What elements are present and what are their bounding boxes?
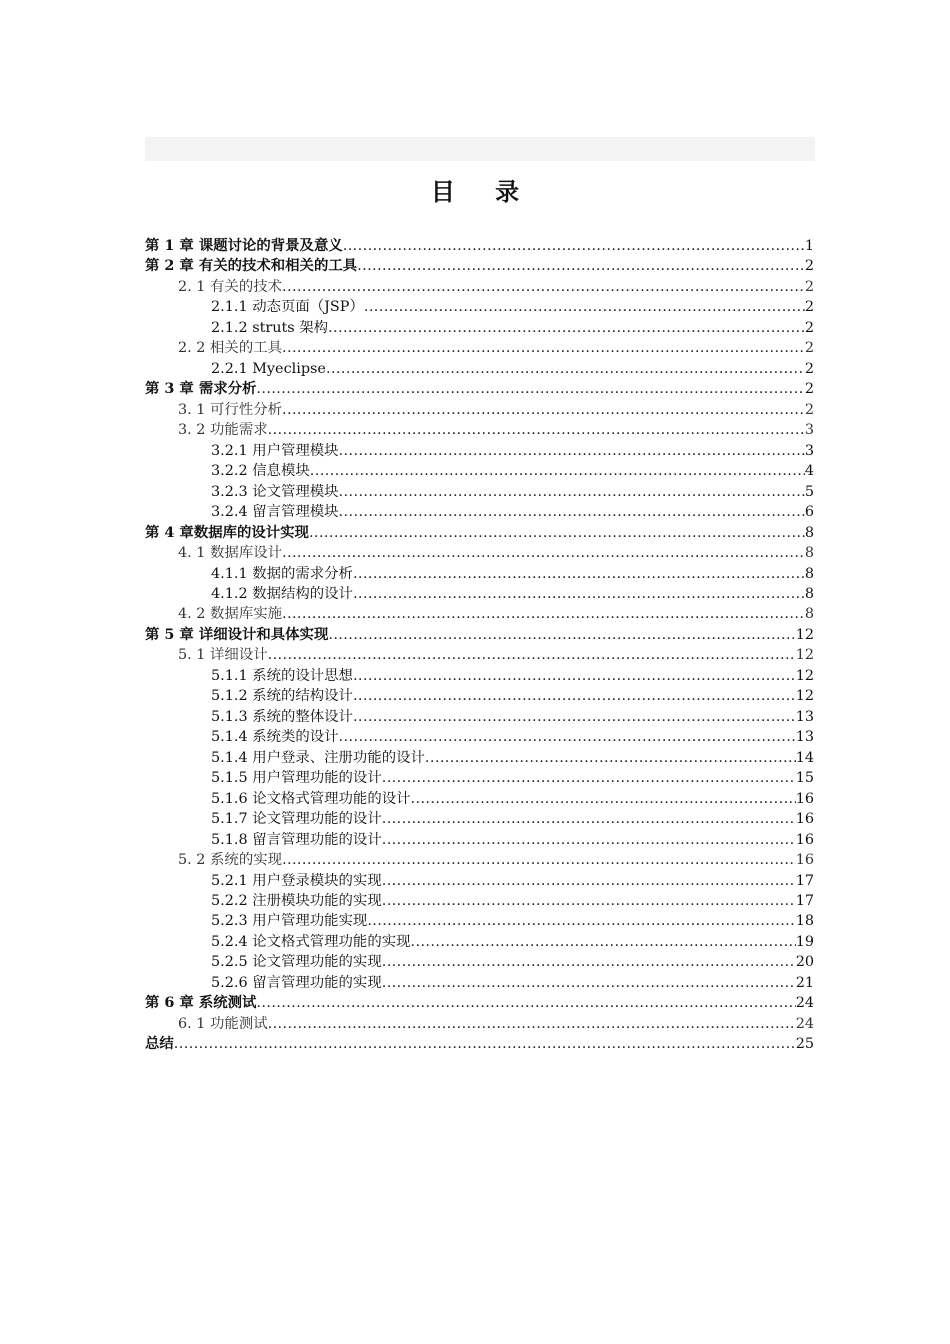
toc-dot-leader	[367, 911, 795, 931]
toc-entry[interactable]	[145, 952, 814, 972]
toc-dot-leader	[425, 748, 796, 768]
toc-entry[interactable]	[145, 625, 814, 645]
toc-entry-page: 16	[795, 811, 814, 828]
toc-entry-label: 5.1.6 论文格式管理功能的设计	[211, 790, 411, 807]
toc-entry-label: 第 6 章 系统测试	[145, 994, 257, 1012]
toc-entry[interactable]	[145, 604, 814, 624]
toc-entry[interactable]	[145, 297, 814, 317]
toc-entry[interactable]	[145, 645, 814, 665]
toc-dot-leader	[382, 768, 796, 788]
toc-entry[interactable]	[145, 379, 814, 399]
toc-entry-label: 第 1 章 课题讨论的背景及意义	[145, 237, 343, 254]
toc-dot-leader	[353, 564, 805, 584]
toc-entry-label: 4. 1 数据库设计	[178, 545, 282, 562]
toc-entry[interactable]	[145, 830, 814, 850]
toc-entry[interactable]	[145, 543, 814, 563]
toc-entry-page: 2	[804, 401, 814, 418]
toc-entry-label: 6. 1 功能测试	[178, 1015, 268, 1032]
toc-dot-leader	[328, 625, 795, 645]
toc-entry-label: 5.2.1 用户登录模块的实现	[211, 872, 382, 889]
toc-entry-label: 5.1.2 系统的结构设计	[211, 688, 353, 705]
toc-entry[interactable]	[145, 871, 814, 891]
toc-entry-label: 3.2.3 论文管理模块	[211, 483, 339, 500]
toc-entry-page: 12	[795, 688, 814, 705]
toc-entry[interactable]	[145, 891, 814, 911]
toc-dot-leader	[382, 952, 796, 972]
toc-entry-page: 4	[804, 463, 814, 480]
toc-entry[interactable]	[145, 1034, 814, 1054]
toc-dot-leader	[328, 318, 805, 338]
toc-entry-label: 2.2.1 Myeclipse	[211, 360, 326, 377]
toc-entry-label: 5.1.4 用户登录、注册功能的设计	[211, 749, 425, 766]
toc-entry[interactable]	[145, 686, 814, 706]
toc-entry-label: 5.1.3 系统的整体设计	[211, 708, 353, 725]
toc-entry-label: 3. 2 功能需求	[178, 422, 268, 439]
toc-entry[interactable]	[145, 318, 814, 338]
toc-entry[interactable]	[145, 502, 814, 522]
toc-entry-label: 3.2.4 留言管理模块	[211, 504, 339, 521]
toc-entry-label: 5.1.1 系统的设计思想	[211, 667, 353, 684]
toc-entry-page: 2	[804, 360, 814, 377]
toc-entry-label: 5.1.5 用户管理功能的设计	[211, 770, 382, 787]
toc-entry-page: 12	[795, 667, 814, 684]
toc-entry-page: 16	[795, 831, 814, 848]
toc-dot-leader	[353, 584, 805, 604]
toc-dot-leader	[353, 707, 796, 727]
toc-entry-label: 第 2 章 有关的技术和相关的工具	[145, 257, 358, 275]
toc-entry-page: 21	[795, 974, 814, 991]
toc-dot-leader	[343, 236, 805, 256]
toc-entry-page: 17	[795, 893, 814, 909]
toc-dot-leader	[174, 1034, 796, 1054]
toc-entry-page: 2	[804, 381, 814, 398]
toc-dot-leader	[282, 277, 805, 297]
toc-dot-leader	[282, 850, 796, 870]
toc-entry[interactable]	[145, 911, 814, 931]
toc-entry[interactable]	[145, 564, 814, 584]
toc-dot-leader	[282, 604, 805, 624]
toc-entry[interactable]	[145, 584, 814, 604]
toc-entry-page: 2	[804, 258, 814, 275]
toc-dot-leader	[268, 645, 796, 665]
toc-entry-page: 12	[795, 647, 814, 664]
toc-entry-label: 2. 2 相关的工具	[178, 340, 282, 357]
toc-entry-label: 5.1.4 系统类的设计	[211, 729, 339, 746]
toc-dot-leader	[382, 973, 796, 993]
toc-entry-label: 第 3 章 需求分析	[145, 380, 257, 398]
toc-entry-page: 8	[804, 524, 814, 541]
toc-entry-page: 3	[804, 422, 814, 439]
toc-entry[interactable]	[145, 748, 814, 768]
toc-dot-leader	[364, 297, 805, 317]
toc-entry[interactable]	[145, 523, 814, 543]
toc-entry-page: 13	[795, 729, 814, 746]
toc-entry-page: 8	[804, 545, 814, 562]
toc-entry-label: 4. 2 数据库实施	[178, 606, 282, 623]
toc-entry-label: 2.1.2 struts 架构	[211, 319, 329, 336]
toc-entry-page: 3	[804, 442, 814, 459]
toc-dot-leader	[411, 932, 796, 952]
toc-entry-label: 4.1.1 数据的需求分析	[211, 565, 353, 582]
table-of-contents	[145, 236, 814, 1055]
toc-dot-leader	[339, 441, 805, 461]
toc-dot-leader	[382, 830, 796, 850]
toc-entry[interactable]	[145, 338, 814, 358]
toc-entry[interactable]	[145, 277, 814, 297]
toc-dot-leader	[357, 256, 805, 276]
toc-entry-page: 8	[804, 565, 814, 582]
toc-dot-leader	[282, 543, 805, 563]
toc-entry[interactable]	[145, 666, 814, 686]
toc-entry-label: 5. 1 详细设计	[178, 647, 268, 664]
toc-entry-page: 1	[804, 238, 814, 254]
toc-entry-label: 4.1.2 数据结构的设计	[211, 585, 353, 602]
toc-entry-label: 5.2.4 论文格式管理功能的实现	[211, 933, 411, 950]
toc-entry[interactable]	[145, 973, 814, 993]
toc-entry-label: 5. 2 系统的实现	[178, 852, 282, 869]
toc-entry[interactable]	[145, 809, 814, 829]
toc-dot-leader	[268, 420, 805, 440]
toc-entry-page: 8	[804, 606, 814, 623]
toc-entry[interactable]	[145, 256, 814, 276]
toc-dot-leader	[326, 359, 805, 379]
toc-entry-label: 5.1.8 留言管理功能的设计	[211, 831, 382, 848]
toc-entry-page: 13	[795, 708, 814, 725]
toc-entry[interactable]	[145, 441, 814, 461]
toc-entry[interactable]	[145, 707, 814, 727]
toc-title: 目 录	[430, 178, 536, 206]
toc-entry-page: 20	[795, 954, 814, 971]
toc-entry[interactable]	[145, 461, 814, 481]
toc-entry-label: 5.1.7 论文管理功能的设计	[211, 811, 382, 828]
toc-entry-page: 5	[804, 483, 814, 500]
toc-dot-leader	[411, 789, 796, 809]
toc-entry[interactable]	[145, 789, 814, 809]
toc-dot-leader	[382, 891, 796, 911]
toc-dot-leader	[353, 686, 796, 706]
toc-entry-page: 6	[804, 504, 814, 521]
toc-entry-page: 2	[804, 319, 814, 336]
toc-dot-leader	[309, 523, 805, 543]
toc-entry-label: 2. 1 有关的技术	[178, 278, 282, 295]
toc-entry-label: 3. 1 可行性分析	[178, 401, 282, 418]
toc-entry[interactable]	[145, 850, 814, 870]
toc-entry-page: 16	[795, 790, 814, 807]
toc-entry[interactable]	[145, 993, 814, 1013]
toc-entry[interactable]	[145, 359, 814, 379]
toc-entry-page: 2	[804, 299, 814, 316]
toc-entry-label: 总结	[145, 1035, 174, 1053]
toc-entry-label: 第 5 章 详细设计和具体实现	[145, 625, 329, 643]
toc-entry-label: 3.2.1 用户管理模块	[211, 442, 339, 459]
toc-entry-page: 25	[795, 1036, 814, 1053]
toc-dot-leader	[339, 482, 805, 502]
toc-dot-leader	[353, 666, 796, 686]
toc-entry[interactable]	[145, 932, 814, 952]
toc-dot-leader	[339, 727, 796, 747]
toc-dot-leader	[310, 461, 805, 481]
toc-entry-page: 8	[804, 585, 814, 602]
toc-entry-page: 12	[795, 626, 814, 643]
toc-entry-page: 2	[804, 340, 814, 357]
toc-dot-leader	[339, 502, 805, 522]
toc-entry[interactable]	[145, 482, 814, 502]
toc-entry-page: 24	[795, 995, 814, 1012]
toc-dot-leader	[282, 338, 805, 358]
toc-entry[interactable]	[145, 1014, 814, 1034]
toc-entry-page: 24	[795, 1015, 814, 1032]
toc-entry[interactable]	[145, 727, 814, 747]
page-header-band	[145, 137, 815, 161]
toc-entry-label: 5.2.6 留言管理功能的实现	[211, 974, 382, 991]
toc-entry-page: 17	[795, 872, 814, 889]
toc-entry-page: 19	[795, 933, 814, 950]
toc-entry-label: 2.1.1 动态页面（JSP）	[211, 299, 364, 316]
toc-entry[interactable]	[145, 420, 814, 440]
toc-entry[interactable]	[145, 236, 814, 256]
toc-entry-label: 第 4 章数据库的设计实现	[145, 523, 309, 541]
toc-entry-page: 14	[795, 749, 814, 766]
toc-entry-label: 5.2.5 论文管理功能的实现	[211, 954, 382, 971]
toc-entry-label: 5.2.2 注册模块功能的实现	[211, 893, 382, 909]
toc-dot-leader	[256, 993, 795, 1013]
toc-entry-page: 15	[795, 770, 814, 787]
toc-entry-page: 16	[795, 852, 814, 869]
toc-dot-leader	[268, 1014, 796, 1034]
toc-dot-leader	[256, 379, 804, 399]
toc-entry[interactable]	[145, 768, 814, 788]
toc-dot-leader	[282, 400, 805, 420]
toc-entry-label: 3.2.2 信息模块	[211, 463, 310, 480]
toc-dot-leader	[382, 871, 796, 891]
toc-entry-label: 5.2.3 用户管理功能实现	[211, 913, 368, 930]
toc-entry[interactable]	[145, 400, 814, 420]
toc-entry-page: 18	[795, 913, 814, 930]
toc-entry-page: 2	[804, 278, 814, 295]
toc-dot-leader	[382, 809, 796, 829]
